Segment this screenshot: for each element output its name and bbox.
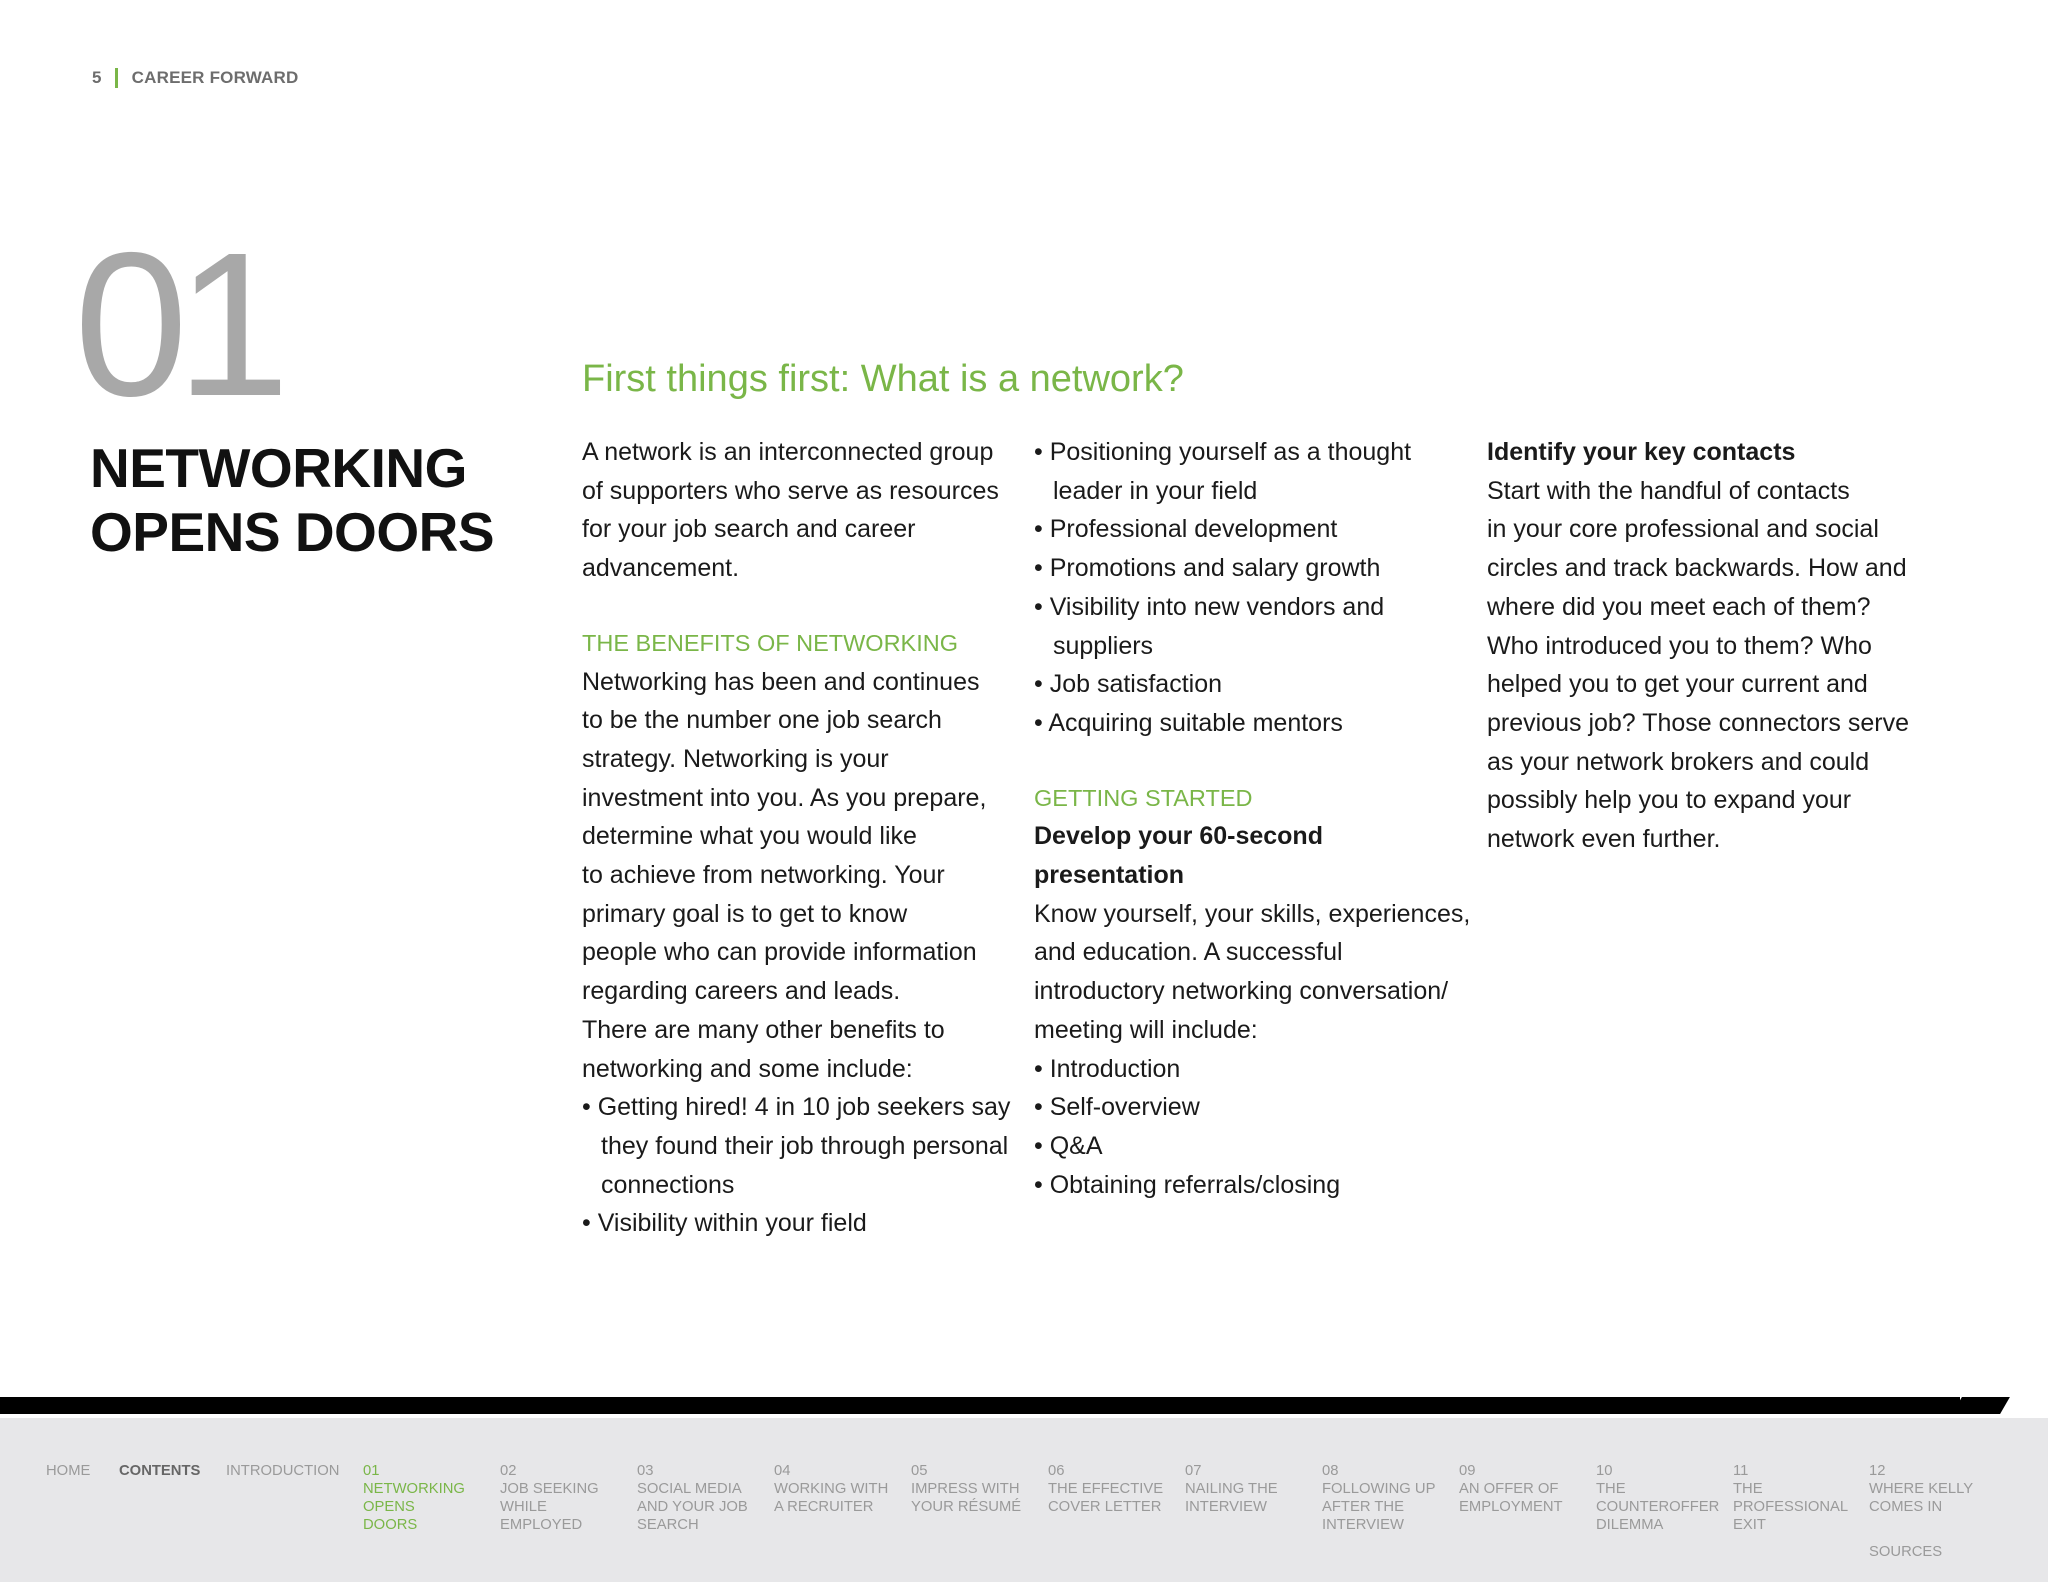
nav-chapter-label: JOB SEEKING WHILE EMPLOYED — [500, 1481, 599, 1533]
nav-link-chapter-04[interactable] — [774, 1462, 896, 1516]
document-title: CAREER FORWARD — [131, 68, 299, 87]
nav-link-introduction[interactable]: INTRODUCTION — [226, 1463, 340, 1479]
text-line: There are many other benefits to — [582, 1015, 945, 1044]
bullet-item: • Getting hired! 4 in 10 job seekers say they found their job through personal connections — [582, 1093, 1011, 1199]
nav-chapter-number: 07 — [1185, 1463, 1202, 1479]
bullet-item: • Positioning yourself as a thought leader in your field — [1034, 438, 1412, 505]
text-line: strategy. Networking is your — [582, 744, 889, 773]
nav-chapter-label: THE PROFESSIONAL EXIT — [1733, 1481, 1848, 1533]
nav-chapter-label: NETWORKING OPENS DOORS — [363, 1481, 465, 1533]
text-line: circles and track backwards. How and — [1487, 554, 1907, 583]
nav-chapter-label: FOLLOWING UP AFTER THE INTERVIEW — [1322, 1481, 1436, 1533]
presentation-heading — [1034, 817, 1474, 894]
nav-chapter-number: 02 — [500, 1463, 517, 1479]
text-line: advancement. — [582, 554, 740, 583]
column-1 — [582, 433, 1012, 1243]
text-line: Start with the handful of contacts — [1487, 476, 1850, 505]
column-3 — [1487, 433, 1917, 859]
text-line: people who can provide information — [582, 938, 977, 967]
column-2 — [1034, 433, 1474, 1204]
key-contacts-heading: Identify your key contacts — [1487, 438, 1796, 466]
text-line: to be the number one job search — [582, 706, 942, 735]
nav-link-chapter-07[interactable] — [1185, 1462, 1293, 1516]
text-line: Know yourself, your skills, experiences, — [1034, 899, 1471, 928]
text-line: previous job? Those connectors serve — [1487, 708, 1909, 737]
nav-chapter-label: THE EFFECTIVE COVER LETTER — [1048, 1481, 1164, 1515]
text-line: possibly help you to expand your — [1487, 786, 1852, 815]
text-line: determine what you would like — [582, 822, 917, 851]
text-line: investment into you. As you prepare, — [582, 783, 987, 812]
text-line: Who introduced you to them? Who — [1487, 631, 1872, 660]
nav-chapter-number: 01 — [363, 1463, 380, 1479]
nav-chapter-label: SOCIAL MEDIA AND YOUR JOB SEARCH — [637, 1481, 748, 1533]
nav-chapter-label: IMPRESS WITH YOUR RÉSUMÉ — [911, 1481, 1022, 1515]
nav-chapter-number: 04 — [774, 1463, 791, 1479]
bullet-item: • Promotions and salary growth — [1034, 554, 1381, 583]
chapter-title-line: NETWORKING — [90, 437, 467, 499]
nav-chapter-number: 08 — [1322, 1463, 1339, 1479]
section-headline: First things first: What is a network? — [582, 358, 1184, 400]
text-line: presentation — [1034, 861, 1185, 890]
nav-chapter-number: 06 — [1048, 1463, 1065, 1479]
nav-link-sources[interactable]: SOURCES — [1869, 1544, 1943, 1560]
nav-chapter-label: NAILING THE INTERVIEW — [1185, 1481, 1278, 1515]
nav-link-chapter-03[interactable] — [637, 1462, 749, 1534]
nav-link-chapter-11[interactable] — [1733, 1462, 1857, 1534]
text-line: regarding careers and leads. — [582, 977, 901, 1006]
text-line: and education. A successful — [1034, 938, 1343, 967]
text-line: in your core professional and social — [1487, 515, 1879, 544]
text-line: for your job search and career — [582, 515, 916, 544]
footer-divider-bar — [0, 1397, 1960, 1414]
nav-chapter-number: 10 — [1596, 1463, 1613, 1479]
nav-chapter-number: 05 — [911, 1463, 928, 1479]
bullet-item: • Self-overview — [1034, 1093, 1200, 1122]
text-line: where did you meet each of them? — [1487, 592, 1871, 621]
nav-link-chapter-06[interactable] — [1048, 1462, 1168, 1516]
page-header — [92, 68, 298, 88]
footer-slash-decoration — [1893, 1397, 1955, 1414]
nav-link-chapter-05[interactable] — [911, 1462, 1023, 1516]
nav-chapter-label: WORKING WITH A RECRUITER — [774, 1481, 889, 1515]
text-line: networking and some include: — [582, 1054, 913, 1083]
nav-link-home[interactable]: HOME — [46, 1463, 91, 1479]
nav-chapter-number: 09 — [1459, 1463, 1476, 1479]
benefits-subheading: THE BENEFITS OF NETWORKING — [582, 629, 959, 656]
nav-chapter-label: WHERE KELLY COMES IN — [1869, 1481, 1973, 1515]
nav-chapter-label: THE COUNTEROFFER DILEMMA — [1596, 1481, 1720, 1533]
nav-link-chapter-02[interactable] — [500, 1462, 632, 1534]
text-line: as your network brokers and could — [1487, 747, 1870, 776]
nav-link-chapter-12[interactable] — [1869, 1462, 1983, 1516]
text-line: Develop your 60-second — [1034, 822, 1323, 851]
page-number: 5 — [92, 68, 102, 87]
nav-link-chapter-09[interactable] — [1459, 1462, 1571, 1516]
nav-chapter-number: 12 — [1869, 1463, 1886, 1479]
text-line: primary goal is to get to know — [582, 899, 908, 928]
text-line: Networking has been and continues — [582, 667, 980, 696]
presentation-paragraph — [1034, 895, 1474, 1050]
text-line: A network is an interconnected group — [582, 438, 994, 466]
bullet-item: • Q&A — [1034, 1131, 1103, 1160]
text-line: helped you to get your current and — [1487, 670, 1868, 699]
bullet-item: • Obtaining referrals/closing — [1034, 1170, 1341, 1199]
getting-started-subheading: GETTING STARTED — [1034, 784, 1253, 811]
benefits-paragraph — [582, 663, 1012, 1089]
bullet-item: • Professional development — [1034, 515, 1338, 544]
nav-link-contents[interactable]: CONTENTS — [119, 1463, 201, 1479]
text-line: network even further. — [1487, 825, 1721, 854]
nav-chapter-label: AN OFFER OF EMPLOYMENT — [1459, 1481, 1563, 1515]
key-contacts-paragraph — [1487, 472, 1917, 859]
footer-slash-decoration — [1952, 1397, 2010, 1414]
nav-chapter-number: 11 — [1733, 1463, 1749, 1479]
nav-link-chapter-01[interactable] — [363, 1462, 471, 1534]
bullet-item: • Acquiring suitable mentors — [1034, 708, 1343, 737]
bullet-item: • Job satisfaction — [1034, 670, 1223, 699]
bullet-item: • Visibility into new vendors and suppliers — [1034, 592, 1385, 660]
bullet-item: • Introduction — [1034, 1054, 1181, 1083]
nav-link-chapter-08[interactable] — [1322, 1462, 1446, 1534]
nav-link-chapter-10[interactable] — [1596, 1462, 1722, 1534]
chapter-title — [90, 436, 494, 564]
text-line: introductory networking conversation/ — [1034, 977, 1449, 1006]
text-line: to achieve from networking. Your — [582, 861, 945, 890]
header-divider — [115, 68, 118, 88]
text-line: meeting will include: — [1034, 1015, 1258, 1044]
text-line: of supporters who serve as resources — [582, 476, 999, 505]
intro-paragraph — [582, 433, 1012, 588]
bullet-item: • Visibility within your field — [582, 1209, 867, 1238]
chapter-number: 01 — [74, 210, 279, 439]
chapter-title-line: OPENS DOORS — [90, 501, 495, 563]
nav-chapter-number: 03 — [637, 1463, 654, 1479]
